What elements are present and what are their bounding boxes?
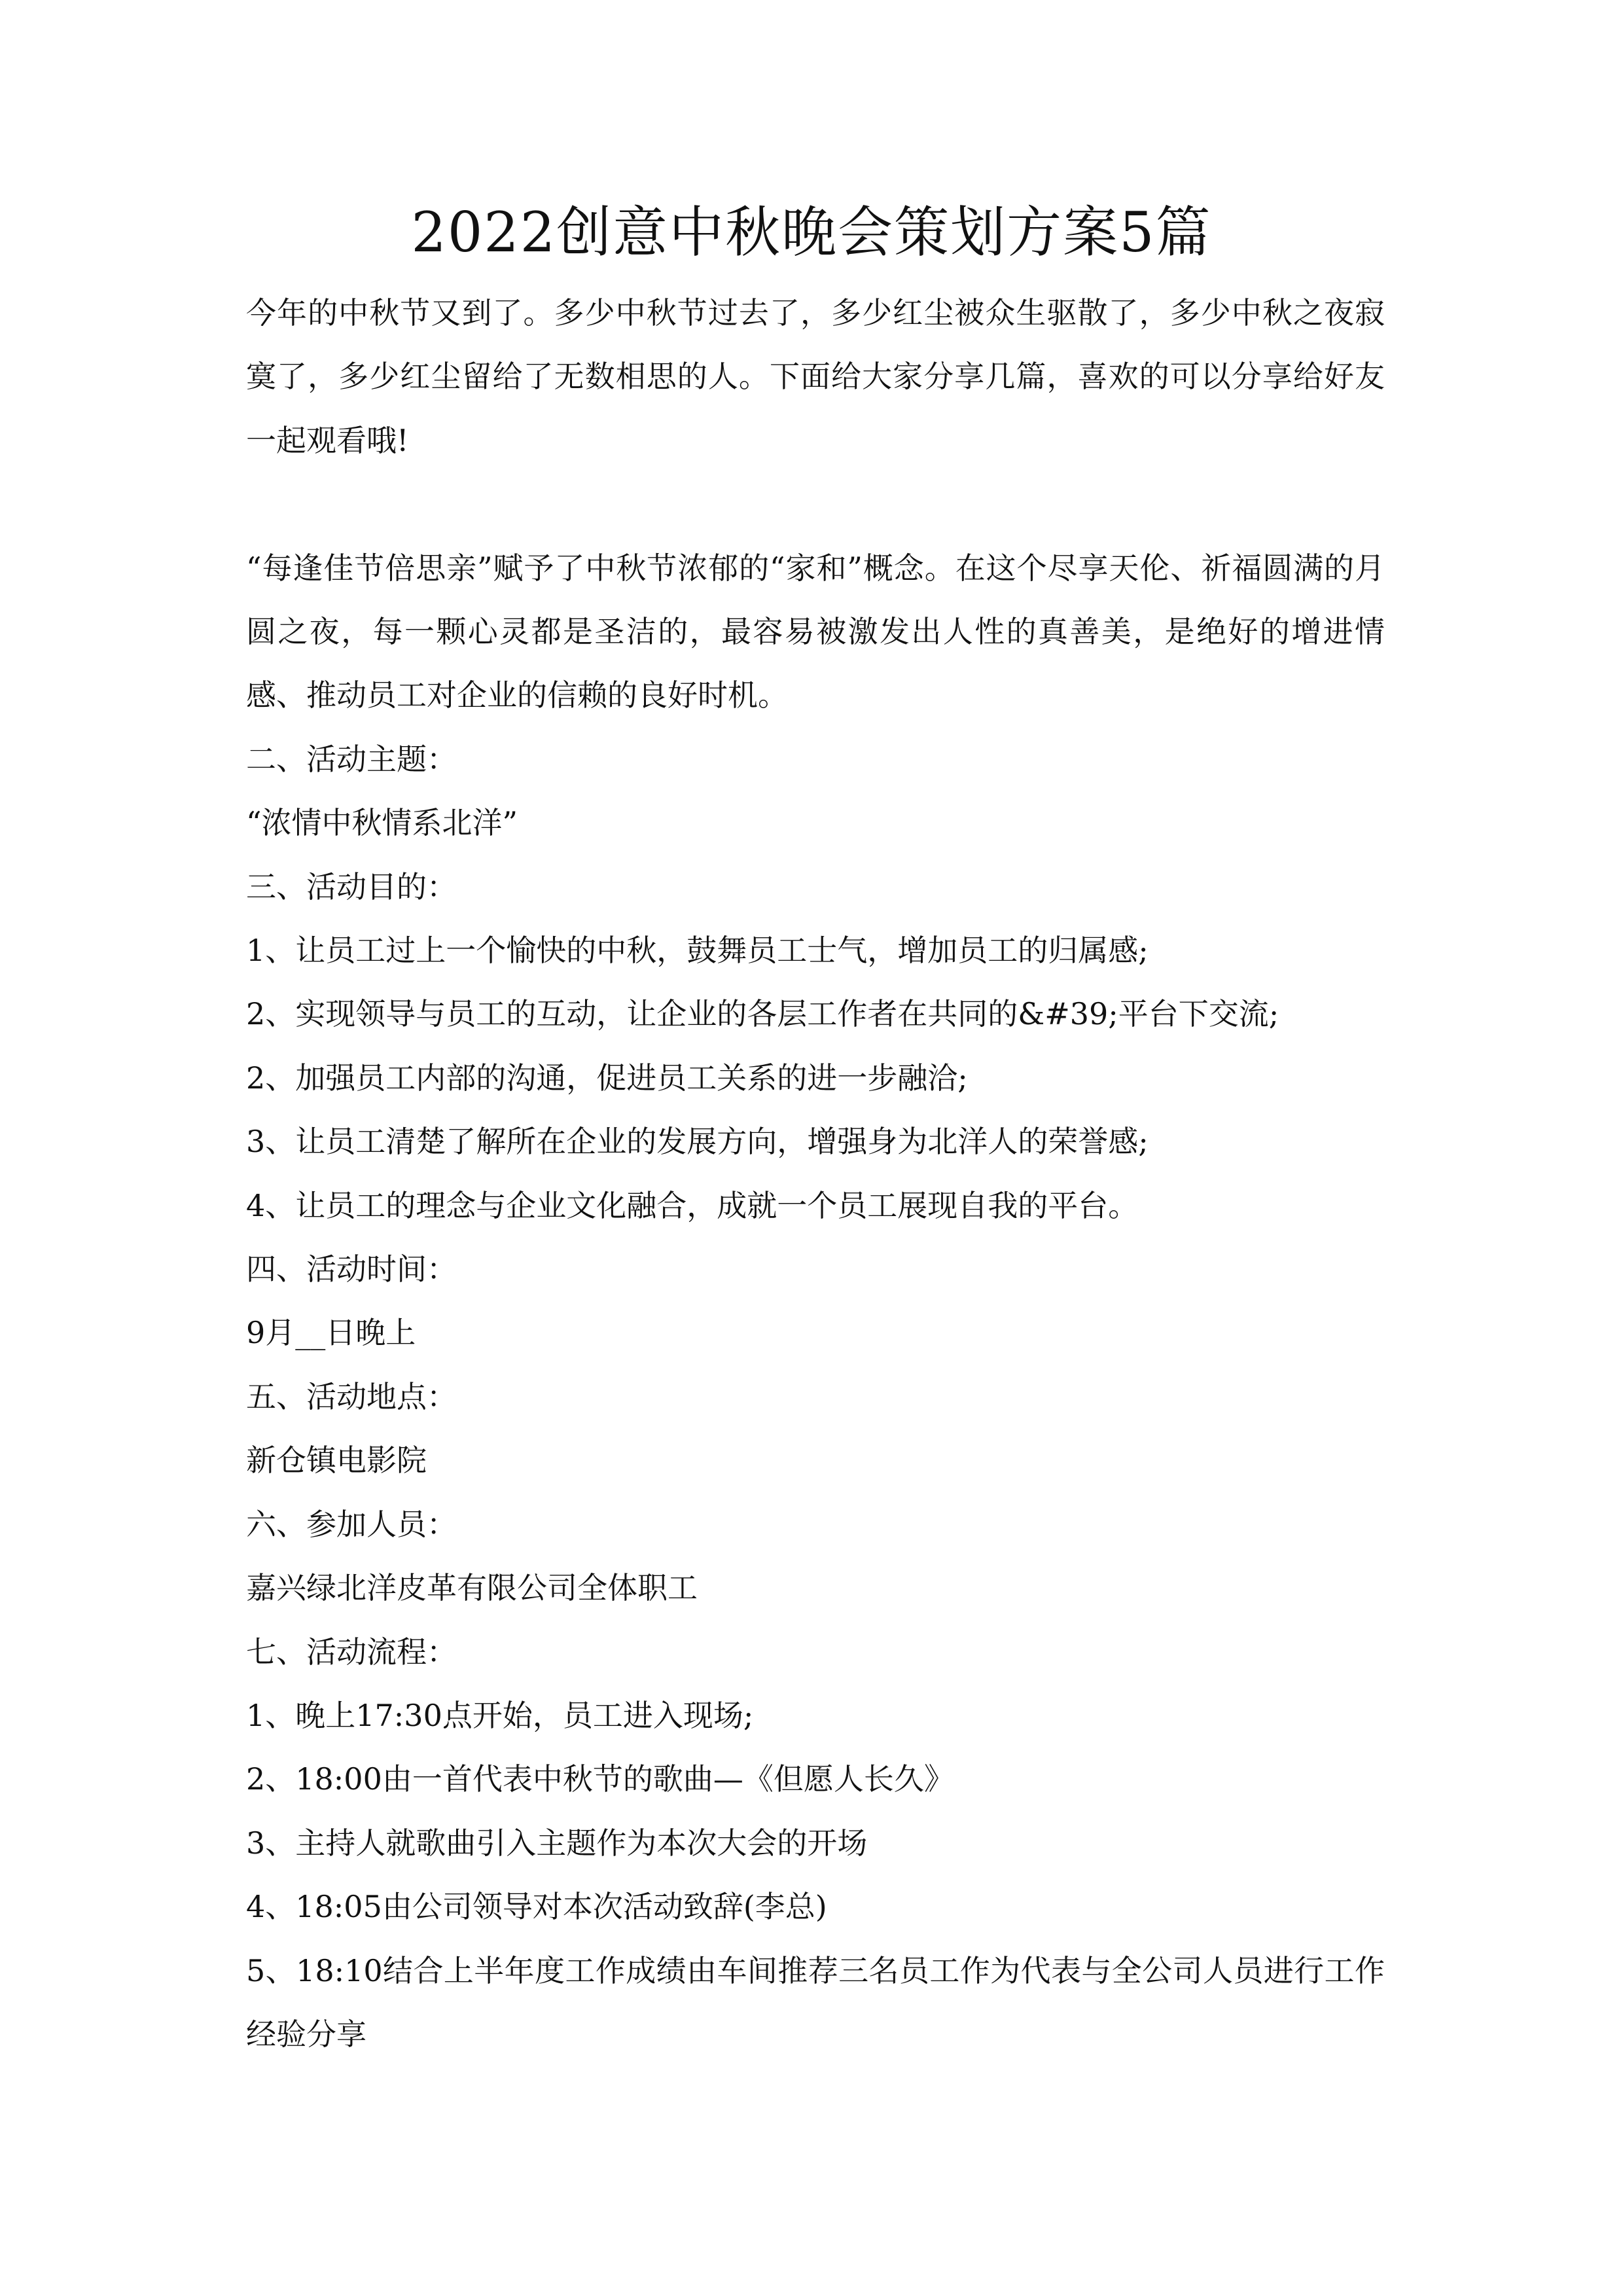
- flow-item: 1、晚上17:30点开始，员工进入现场;: [246, 1697, 754, 1733]
- time-text: 9月__日晚上: [246, 1315, 416, 1351]
- intro-paragraph: 今年的中秋节又到了。多少中秋节过去了，多少红尘被众生驱散了，多少中秋之夜寂寞了，多少红尘留给了无数相思的人。下面给大家分享几篇，喜欢的可以分享给好友一起观看哦!: [246, 295, 1385, 458]
- purpose-heading: 三、活动目的：: [246, 869, 457, 905]
- purpose-item: 4、让员工的理念与企业文化融合，成就一个员工展现自我的平台。: [246, 1187, 1139, 1223]
- background-paragraph: “每逢佳节倍思亲”赋予了中秋节浓郁的“家和”概念。在这个尽享天伦、祈福圆满的月圆之夜，每一颗心灵都是圣洁的，最容易被激发出人性的真善美，是绝好的增进情感、推动员工对企业的信赖的良好时机。: [246, 550, 1385, 713]
- flow-item: 2、18:00由一首代表中秋节的歌曲—《但愿人长久》: [246, 1761, 954, 1797]
- place-heading: 五、活动地点：: [246, 1378, 457, 1414]
- participants-text: 嘉兴绿北洋皮革有限公司全体职工: [246, 1570, 698, 1606]
- flow-item: 3、主持人就歌曲引入主题作为本次大会的开场: [246, 1825, 868, 1861]
- theme-text: “浓情中秋情系北洋”: [246, 805, 518, 841]
- time-heading: 四、活动时间：: [246, 1251, 457, 1287]
- flow-item: 4、18:05由公司领导对本次活动致辞(李总): [246, 1889, 827, 1925]
- purpose-item: 1、让员工过上一个愉快的中秋，鼓舞员工士气，增加员工的归属感;: [246, 933, 1149, 969]
- place-text: 新仓镇电影院: [246, 1443, 427, 1479]
- flow-item: 5、18:10结合上半年度工作成绩由车间推荐三名员工作为代表与全公司人员进行工作经验分享: [246, 1952, 1385, 2052]
- document-title: 2022创意中秋晚会策划方案5篇: [411, 200, 1212, 264]
- paragraph-gap: [246, 473, 1385, 536]
- purpose-item: 2、实现领导与员工的互动，让企业的各层工作者在共同的&#39;平台下交流;: [246, 996, 1279, 1032]
- participants-heading: 六、参加人员：: [246, 1506, 457, 1542]
- theme-heading: 二、活动主题：: [246, 741, 457, 777]
- flow-heading: 七、活动流程：: [246, 1634, 457, 1670]
- purpose-item: 2、加强员工内部的沟通，促进员工关系的进一步融洽;: [246, 1060, 968, 1096]
- purpose-item: 3、让员工清楚了解所在企业的发展方向，增强身为北洋人的荣誉感;: [246, 1124, 1149, 1160]
- document-body: [246, 281, 1385, 2066]
